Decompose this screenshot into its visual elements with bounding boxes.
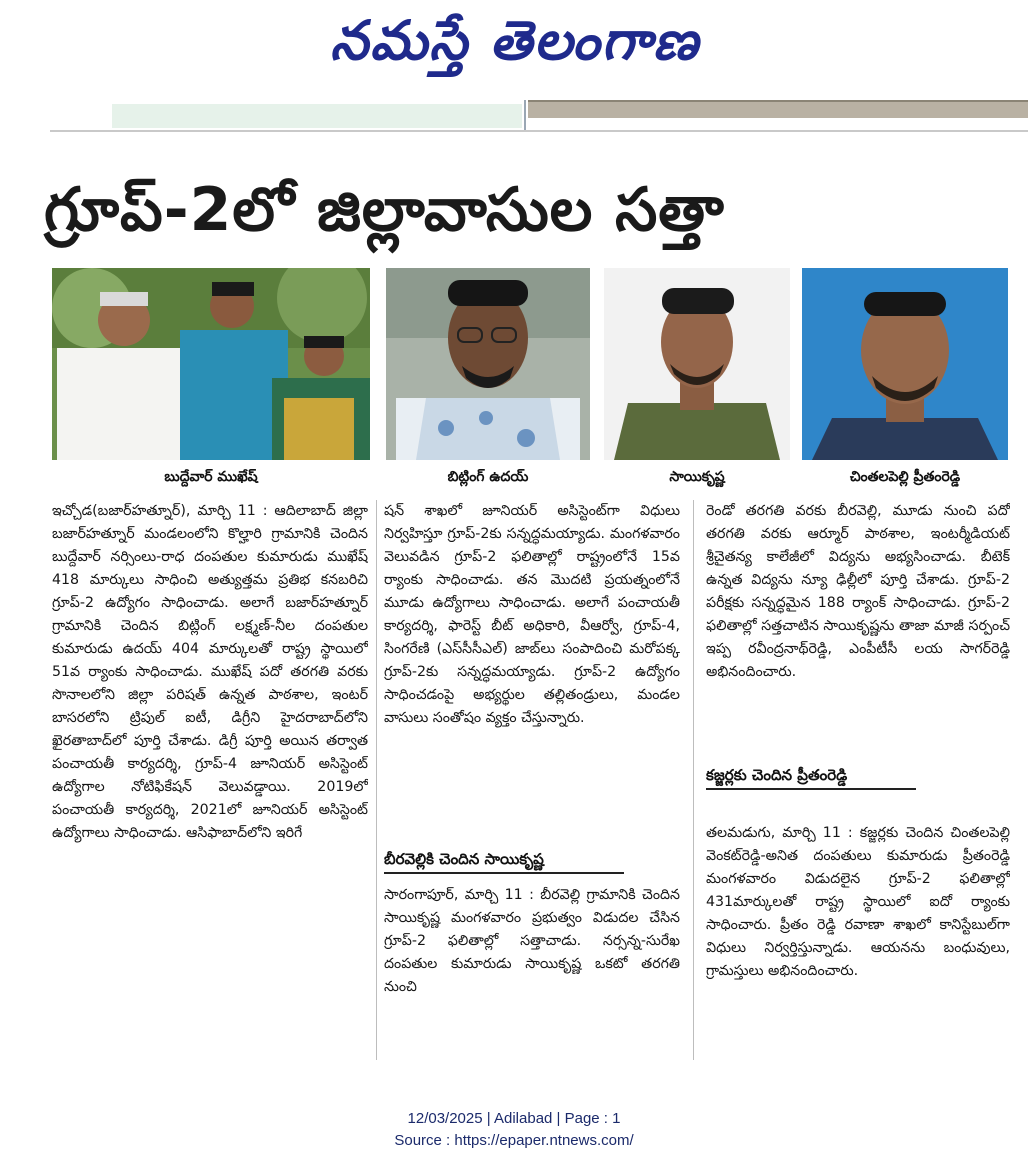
photo-caption-uday: బిట్లింగ్‌ ఉదయ్‌ [447,469,529,485]
article-column-2-section: సారంగాపూర్‌, మార్చి 11 : బీరవెల్లి గ్రామానికి చెందిన సాయికృష్ణ మంగళవారం ప్రభుత్వం విడుదల చేసిన గ్రూప్‌-2 ఫలితాల్లో సత్తాచాడు. నర్సన్న-సురేఖ దంపతుల కుమారుడు సాయికృష్ణ ఒకటో తరగతి నుంచి [384,887,680,995]
article-headline: గ్రూప్‌-2లో జిల్లావాసుల సత్తా [44,175,725,245]
photo-preetham-reddy [802,268,1008,460]
footer-date-edition: 12/03/2025 | Adilabad | Page : 1 [407,1110,621,1127]
masthead-rule [50,130,1028,132]
masthead-band-right [528,100,1028,118]
photo-uday [386,268,590,460]
masthead [0,0,1028,135]
photo-caption-mukhesh: బుద్దేవార్‌ ముఖేష్‌ [164,469,258,485]
photo-caption-preetham: చింతలపెల్లి ప్రీతంరెడ్డి [849,469,961,485]
subheading-preetham: కజ్జర్లకు చెందిన ప్రీతంరెడ్డి [706,762,916,790]
article-column-3-section: తలమడుగు, మార్చి 11 : కజ్జర్లకు చెందిన చింతలపెల్లి వెంకట్‌రెడ్డి-అనిత దంపతులు కుమారుడు ప్రీతంరెడ్డి మంగళవారం విడుదలైన గ్రూప్‌-2 ఫలితాల్లో 431మార్కులతో రాష్ట్ర స్థాయిలో ఐదో ర్యాంకు సాధించారు. ప్రీతం రెడ్డి రవాణా శాఖలో కానిస్టేబుల్‌గా విధులు నిర్వర్తిస్తున్నాడు. ఆయనను బంధువులు, గ్రామస్తులు అభినందించారు. [706,825,1010,979]
footer-source: Source : https://epaper.ntnews.com/ [394,1132,634,1149]
photo-caption-saikrishna: సాయికృష్ణ [669,469,725,485]
subheading-saikrishna: బీరవెల్లికి చెందిన సాయికృష్ణ [384,846,624,874]
masthead-separator [524,100,526,132]
photo-saikrishna [604,268,790,460]
newspaper-logo: నమస్తే తెలంగాణ [330,9,700,72]
article-column-2: షన్‌ శాఖలో జూనియర్‌ అసిస్టెంట్‌గా విధులు నిర్వహిస్తూ గ్రూప్‌-2కు సన్నద్ధమయ్యాడు. మంగళవారం వెలువడిన గ్రూప్‌-2 ఫలితాల్లో రాష్ట్రంలోనే 15వ ర్యాంకు సాధించాడు. తన మొదటి ప్రయత్నంలోనే మూడు ఉద్యోగాలు సాధించాడు. అలాగే పంచాయతీ కార్యదర్శి, ఫారెస్ట్‌ బీట్‌ అధికారి, వీఆర్వో, గ్రూప్‌-4, సింగరేణి (ఎస్‌సీసీఎల్‌) జాబ్‌లు సంపాదించి మరోపక్క గ్రూప్‌-2కు సన్నద్ధమయ్యాడు. గ్రూప్‌-2 ఉద్యోగం సాధించడంపై అభ్యర్థుల తల్లితండ్రులు, మండల వాసులు సంతోషం వ్యక్తం చేస్తున్నారు. [384,503,680,726]
masthead-band-left [112,104,522,128]
photo-mukhesh-family [52,268,370,460]
article-column-1: ఇచ్చోడ(బజార్‌హత్నూర్‌), మార్చి 11 : ఆదిలాబాద్‌ జిల్లా బజార్‌హత్నూర్‌ మండలంలోని కొల్హారి గ్రామానికి చెందిన బుద్దేవార్‌ నర్సింలు-రాధ దంపతుల కుమారుడు ముఖేష్‌ 418 మార్కులు సాధించి అత్యుత్తమ ప్రతిభ కనబరిచి గ్రూప్‌-2 ఉద్యోగం సాధించాడు. అలాగే బజార్‌హత్నూర్‌ గ్రామానికి చెందిన బిట్లింగ్‌ లక్ష్మణ్‌-నీల దంపతుల కుమారుడు ఉదయ్‌ 404 మార్కులతో రాష్ట్ర స్థాయిలో 51వ ర్యాంకు సాధించాడు. ముఖేష్‌ పదో తరగతి వరకు సొనాలలోని జిల్లా పరిషత్‌ ఉన్నత పాఠశాల, ఇంటర్‌ బాసరలోని ట్రిపుల్‌ ఐటీ, డిగ్రీని హైదరాబాద్‌లోని ఖైరతాబాద్‌లో పూర్తి చేశాడు. డిగ్రీ పూర్తి అయిన తర్వాత పంచాయతీ కార్యదర్శి, గ్రూప్‌-4 జూనియర్‌ అసిస్టెంట్‌ ఉద్యోగాల నోటిఫికేషన్‌ వెలువడ్డాయి. 2019లో పంచాయతీ కార్యదర్శి, 2021లో జూనియర్‌ అసిస్టెంట్‌ ఉద్యోగాలు సాధించాడు. ఆసిఫాబాద్‌లోని ఇరిగే [52,503,368,841]
column-rule [693,500,694,1060]
column-rule [376,500,377,1060]
article-column-3: రెండో తరగతి వరకు బీరవెల్లి, మూడు నుంచి పదో తరగతి వరకు ఆర్మూర్‌ పాఠశాల, ఇంటర్మీడియట్‌ శ్రీచైతన్య కాలేజీలో విద్యను అభ్యసించాడు. బీటెక్‌ ఉన్నత విద్యను న్యూ ఢిల్లీలో పూర్తి చేశాడు. గ్రూప్‌-2 పరీక్షకు సన్నద్ధమైన 188 ర్యాంక్‌ సాధించాడు. గ్రూప్‌-2 ఫలితాల్లో సత్తచాటిన సాయికృష్ణను తాజా మాజీ సర్పంచ్‌ ఇప్ప రవీంద్రనాథ్‌రెడ్డి, ఎంపీటీసీ లయ సాగర్‌రెడ్డి అభినందించారు. [706,503,1010,680]
